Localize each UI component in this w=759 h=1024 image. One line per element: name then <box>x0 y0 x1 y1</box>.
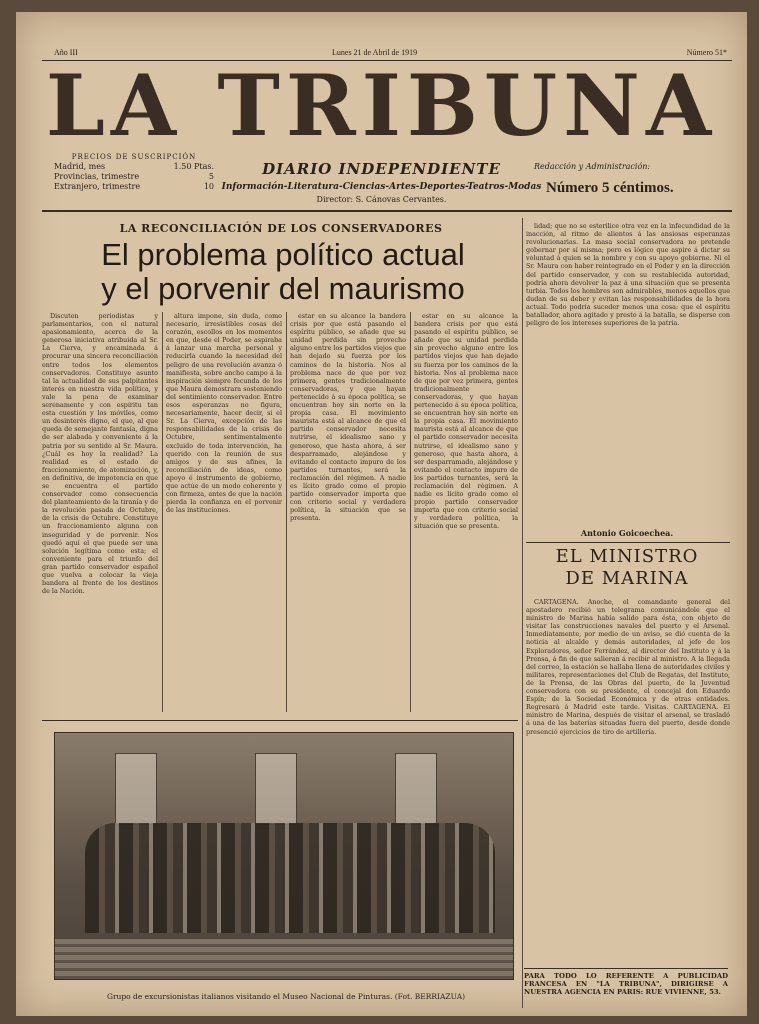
photo-caption: Grupo de excursionistas italianos visitando el Museo Nacional de Pinturas. (Fot. BERRIAZUA) <box>106 992 466 1001</box>
price-row: Madrid, mes 1.50 Ptas. <box>54 162 214 171</box>
article-column-3: estar en su alcance la bandera crisis por que está pasando el espíritu público, se añade que su unidad perdida sin provecho alguno entre los partidos viejos que han dejado su fuerza por los caminos de la historia. Nos al problema nace de que por vez primera, gentes tradicionalmente conservadoras, y que hayan pertenecido á su época política, se encuentran hoy sin norte en la propia casa. El movimiento maurista está al alcance de que el partido conservador necesita nutrirse, el idealismo sano y generoso, que hasta ahora, á ser desparramado, alejándose y evitando el contacto impuro de los partidos turnantes, será la reclamación del régimen. A nadie es lícito grado como el propio partido conservador importa que con criterio social y verdadera política, la situación que se presenta. <box>290 312 406 523</box>
minister-headline <box>524 546 730 590</box>
headline-line-1: El problema político actual <box>101 237 465 272</box>
prices-heading: PRECIOS DE SUSCRIPCIÓN <box>71 153 197 161</box>
article-column-1: Discuten periodistas y parlamentarios, con el natural apasionamiento, acerca de la generosa iniciativa atribuida al Sr. La Cierva, y encaminada á procurar una sincera reconciliación entre todos los elementos conservadores. Constituye asunto tal la actualidad de sus palpitantes interés en nuestra vida política, y vale la pena de examinar serenamente y con espíritu tan esta cuestión y los móviles, como un desinterés digno, el que, al que queda de semejante fantasía, digna de ser alabada y conveniente á la patria por su sentido al Sr. Maura. ¿Cuál es hoy la realidad? La realidad es el estado de fraccionamiento, de atomización, y, en definitiva, de impotencia en que se encuentra el partido conservador como consecuencia del planteamiento de la tiranía y de la revolución pasada de Octubre, de la crisis de Octubre. Constituye un fraccionamiento alguna con inseguridad y de porvenir. Nos quedó aquí el que puede ser una solución legítima como esta; el conveniente para el triunfo del gran partido conservador español que vuelva a colocar la vieja bandera al frente de los destinos de la Nación. <box>42 312 158 596</box>
minister-rule <box>526 542 730 543</box>
issue-price: Número 5 céntimos. <box>546 180 674 196</box>
article-headline <box>40 238 526 306</box>
column-rule <box>410 312 411 712</box>
byline: Antonio Goicoechea. <box>580 528 674 538</box>
article-column-4a: estar en su alcance la bandera crisis por que está pasando el espíritu público, se añade que su unidad perdida sin provecho alguno entre los partidos viejos que han dejado su fuerza por los caminos de la historia. Nos al problema nace de que por vez primera, gentes tradicionalmente conservadoras, y que hayan pertenecido á su época política, se encuentran hoy sin norte en la propia casa. El movimiento maurista está al alcance de que el partido conservador necesita nutrirse, el idealismo sano y generoso, que hasta ahora, á ser desparramado, alejándose y evitando el contacto impuro de los partidos turnantes, será la reclamación del régimen. A nadie es lícito grado como el propio partido conservador importa que con criterio social y verdadera política, la situación que se presenta. <box>414 312 518 531</box>
window <box>255 753 297 825</box>
masthead-sections: Información-Literatura-Ciencias-Artes-Deportes-Teatros-Modas <box>221 182 542 192</box>
window <box>395 753 437 825</box>
masthead-rule <box>42 210 732 212</box>
article-column-4: lidad; que no se esterilice otra vez en la infecundidad de la inacción, al ritmo de alientos á las ansiosas esperanzas revolucionarias. La masa social conservadora no pretende gobernar por sí misma; pero es lógico que aspire á dictar su voluntad á quien se la nombre y con su apoyo gobierne. Ni el Sr. Maura con haber reintegrado en el Poder y en la dirección del partido conservador, y con su restablecida autoridad, podría ahora devolver la paz á una situación que se presenta turbia. Todos los hombres son admirables, menos aquellos que dudan de su deber y evitan las responsabilidades de la hora actual. Todo podría suceder menos una cosa: que el espíritu batallador, ahora agitado y presto á la batalla, se disperse con peligro de los intereses superiores de la patria. <box>526 222 730 328</box>
advertising-notice: PARA TODO LO REFERENTE A PUBLICIDAD FRANCESA EN "LA TRIBUNA", DIRIGIRSE A NUESTRA AGENCIA EN PARIS: RUE VIVIENNE, 53. <box>524 968 728 996</box>
masthead-title: LA TRIBUNA <box>45 56 718 155</box>
headline-line-2: y el porvenir del maurismo <box>101 271 465 306</box>
minister-headline-line-1: EL MINISTRO <box>555 546 699 567</box>
column-rule <box>286 312 287 712</box>
article-column-2: altura impone, sin duda, como necesario, irresistibles cosas del corazón, escollos en los momentos en que, desde el Poder, se aspiraba á lanzar una marcha personal y reducirla cuando la necesidad del peligro de una revolución avanza ó manifiesta, sobre ancho campo á la inspiración siempre fecunda de los que Maura demostrara sosteniendo del sentimiento conservador. Entre esos esperanzas no figura, necesariamente, hacer decir, si el Sr. La Cierva, excepción de las responsabilidades de la crisis de Octubre, sentimentalmente excluido de toda intervención, ha querido con la reunión de sus amigos y de sus afines, la reconciliación de ideas, como apoyo é instrumento de gobierno, que actúe de un modo coherente y con firmeza, antes de que la nación pierda la confianza en el porvenir de las instituciones. <box>166 312 282 515</box>
section-heading: LA RECONCILIACIÓN DE LOS CONSERVADORES <box>119 222 443 235</box>
newspaper-page <box>16 12 747 1016</box>
issue-number: Número 51* <box>686 48 727 57</box>
minister-headline-line-2: DE MARINA <box>565 568 689 589</box>
redaccion-label: Redacción y Administración: <box>534 162 651 171</box>
window <box>115 753 157 825</box>
steps <box>55 939 513 979</box>
column-rule <box>522 218 523 1008</box>
director-line: Director: S. Cánovas Cervantes. <box>316 195 447 204</box>
group-photograph <box>54 732 514 980</box>
minister-article-body: CARTAGENA. Anoche, el comandante general del apostadero recibió un telegrama comunicándole que el ministro de Marina había salido para ésta, con objeto de visitar las construcciones navales del puerto y el Arsenal. Inmediatamente, por medio de un aviso, se dió cuenta de la noticia al alcalde y demás autoridades, al jefe de los Exploradores, señor Ferrández, al director del Instituto y á la Prensa, á fin de que salieran á recibir al ministro. A la llegada del correo, la estación se hallaba llena de autoridades civiles y militares, representaciones del Club de Regatas, del Instituto, de la Prensa, de las Obras del puerto, de la Juventud conservadora con su presidente, el concejal don Eduardo Espín; de la Sociedad Económica y de otras entidades. Regresará á Madrid este tarde. Visitas. CARTAGENA. El ministro de Marina, después de visitar el arsenal, se trasladó á una de las baterías situadas fuera del puerto, desde donde presenció ejercicios de tiro de artillería. <box>526 598 730 736</box>
crowd <box>85 823 495 933</box>
photo-rule <box>42 720 518 721</box>
price-row: Provincias, trimestre 5 <box>54 172 214 181</box>
date-label: Lunes 21 de Abril de 1919 <box>332 48 418 57</box>
masthead-subtitle: DIARIO INDEPENDIENTE <box>262 160 501 178</box>
price-row: Extranjero, trimestre 10 <box>54 182 214 191</box>
year-label: Año III <box>54 48 78 57</box>
column-rule <box>162 312 163 712</box>
